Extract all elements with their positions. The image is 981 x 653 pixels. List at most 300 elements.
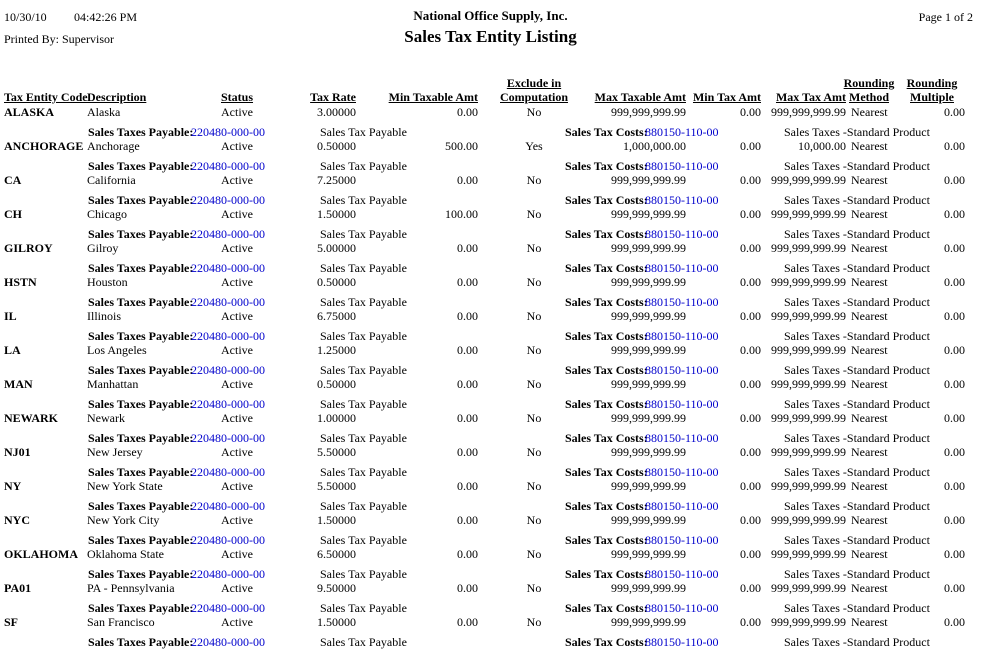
max-tax-amt: 999,999,999.99 xyxy=(771,309,846,323)
entity-main-line xyxy=(0,581,981,596)
sales-tax-costs-label: Sales Tax Costs: xyxy=(565,465,648,479)
sales-taxes-payable-label: Sales Taxes Payable: xyxy=(88,363,194,377)
rounding-multiple: 0.00 xyxy=(944,207,965,221)
entity-description: New York State xyxy=(87,479,163,493)
entity-accounts-line xyxy=(0,533,981,548)
entity-main-line xyxy=(0,343,981,358)
col-header-max-taxable-amt: Max Taxable Amt xyxy=(594,90,686,104)
max-tax-amt: 999,999,999.99 xyxy=(771,105,846,119)
sales-tax-costs-label: Sales Tax Costs: xyxy=(565,363,648,377)
entity-row-IL xyxy=(0,309,981,343)
entity-status: Active xyxy=(221,343,253,357)
entity-description: Houston xyxy=(87,275,128,289)
tax-rate: 1.00000 xyxy=(317,411,356,425)
min-taxable-amt: 0.00 xyxy=(457,445,478,459)
tax-rate: 0.50000 xyxy=(317,377,356,391)
entity-main-line xyxy=(0,513,981,528)
max-taxable-amt: 999,999,999.99 xyxy=(611,615,686,629)
sales-taxes-payable-label: Sales Taxes Payable: xyxy=(88,601,194,615)
rounding-multiple: 0.00 xyxy=(944,479,965,493)
sales-tax-costs-account-link[interactable]: 880150-110-00 xyxy=(645,261,719,275)
sales-tax-costs-label: Sales Tax Costs: xyxy=(565,125,648,139)
sales-taxes-payable-account-link[interactable]: 220480-000-00 xyxy=(191,261,265,275)
entity-main-line xyxy=(0,275,981,290)
sales-taxes-payable-description: Sales Tax Payable xyxy=(320,499,407,513)
entity-main-line xyxy=(0,445,981,460)
entity-description: California xyxy=(87,173,136,187)
company-name: National Office Supply, Inc. xyxy=(413,8,568,23)
col-header-min-tax-amt: Min Tax Amt xyxy=(692,90,761,104)
sales-tax-costs-label: Sales Tax Costs: xyxy=(565,329,648,343)
entity-row-NJ01 xyxy=(0,445,981,479)
tax-rate: 5.50000 xyxy=(317,479,356,493)
sales-taxes-payable-description: Sales Tax Payable xyxy=(320,601,407,615)
entity-main-line xyxy=(0,207,981,222)
tax-rate: 5.50000 xyxy=(317,445,356,459)
sales-taxes-payable-label: Sales Taxes Payable: xyxy=(88,125,194,139)
exclude-in-computation: No xyxy=(526,105,542,119)
min-taxable-amt: 0.00 xyxy=(457,479,478,493)
min-tax-amt: 0.00 xyxy=(740,479,761,493)
max-tax-amt: 10,000.00 xyxy=(798,139,846,153)
max-tax-amt: 999,999,999.99 xyxy=(771,513,846,527)
tax-entity-code: NJ01 xyxy=(4,445,31,459)
sales-tax-costs-account-link[interactable]: 880150-110-00 xyxy=(645,227,719,241)
col-header-tax-rate: Tax Rate xyxy=(310,90,356,104)
sales-tax-costs-label: Sales Tax Costs: xyxy=(565,227,648,241)
col-header-rounding-multiple-line1: Rounding xyxy=(906,76,958,90)
entity-main-line xyxy=(0,547,981,562)
entity-accounts-line xyxy=(0,465,981,480)
sales-tax-costs-label: Sales Tax Costs: xyxy=(565,567,648,581)
max-taxable-amt: 999,999,999.99 xyxy=(611,173,686,187)
min-tax-amt: 0.00 xyxy=(740,513,761,527)
sales-tax-costs-account-link[interactable]: 880150-110-00 xyxy=(645,125,719,139)
min-tax-amt: 0.00 xyxy=(740,445,761,459)
sales-taxes-payable-account-link[interactable]: 220480-000-00 xyxy=(191,295,265,309)
sales-tax-costs-label: Sales Tax Costs: xyxy=(565,533,648,547)
sales-taxes-payable-description: Sales Tax Payable xyxy=(320,193,407,207)
entity-description: New Jersey xyxy=(87,445,143,459)
max-taxable-amt: 999,999,999.99 xyxy=(611,513,686,527)
max-tax-amt: 999,999,999.99 xyxy=(771,275,846,289)
sales-taxes-payable-description: Sales Tax Payable xyxy=(320,397,407,411)
col-header-description: Description xyxy=(87,90,147,104)
entity-row-ANCHORAGE xyxy=(0,139,981,173)
sales-taxes-payable-description: Sales Tax Payable xyxy=(320,431,407,445)
sales-tax-costs-label: Sales Tax Costs: xyxy=(565,193,648,207)
entity-description: Anchorage xyxy=(87,139,140,153)
rounding-method: Nearest xyxy=(851,581,888,595)
rounding-multiple: 0.00 xyxy=(944,377,965,391)
tax-entity-code: PA01 xyxy=(4,581,32,595)
entity-accounts-line xyxy=(0,397,981,412)
entity-row-NYC xyxy=(0,513,981,547)
entity-description: San Francisco xyxy=(87,615,155,629)
sales-tax-costs-account-link[interactable]: 880150-110-00 xyxy=(645,499,719,513)
sales-tax-costs-description: Sales Taxes -Standard Product xyxy=(784,363,930,377)
tax-rate: 7.25000 xyxy=(317,173,356,187)
exclude-in-computation: No xyxy=(526,309,542,323)
entity-accounts-line xyxy=(0,295,981,310)
sales-tax-costs-account-link[interactable]: 880150-110-00 xyxy=(645,533,719,547)
tax-entity-code: IL xyxy=(4,309,17,323)
exclude-in-computation: No xyxy=(526,411,542,425)
entity-description: New York City xyxy=(87,513,160,527)
max-tax-amt: 999,999,999.99 xyxy=(771,615,846,629)
sales-tax-costs-label: Sales Tax Costs: xyxy=(565,261,648,275)
entity-accounts-line xyxy=(0,227,981,242)
max-tax-amt: 999,999,999.99 xyxy=(771,479,846,493)
sales-taxes-payable-account-link[interactable]: 220480-000-00 xyxy=(191,431,265,445)
sales-tax-costs-label: Sales Tax Costs: xyxy=(565,159,648,173)
tax-entity-code: HSTN xyxy=(4,275,37,289)
sales-taxes-payable-account-link[interactable]: 220480-000-00 xyxy=(191,397,265,411)
tax-rate: 0.50000 xyxy=(317,275,356,289)
sales-taxes-payable-description: Sales Tax Payable xyxy=(320,465,407,479)
sales-taxes-payable-label: Sales Taxes Payable: xyxy=(88,261,194,275)
sales-tax-costs-description: Sales Taxes -Standard Product xyxy=(784,193,930,207)
sales-taxes-payable-label: Sales Taxes Payable: xyxy=(88,465,194,479)
exclude-in-computation: No xyxy=(526,479,542,493)
sales-taxes-payable-label: Sales Taxes Payable: xyxy=(88,193,194,207)
rounding-multiple: 0.00 xyxy=(944,581,965,595)
sales-tax-costs-account-link[interactable]: 880150-110-00 xyxy=(645,363,719,377)
rounding-multiple: 0.00 xyxy=(944,445,965,459)
entity-description: Gilroy xyxy=(87,241,119,255)
entity-status: Active xyxy=(221,445,253,459)
min-tax-amt: 0.00 xyxy=(740,207,761,221)
report-body xyxy=(0,105,981,653)
entity-description: Illinois xyxy=(87,309,122,323)
entity-description: Alaska xyxy=(87,105,121,119)
entity-row-NY xyxy=(0,479,981,513)
max-taxable-amt: 999,999,999.99 xyxy=(611,309,686,323)
col-header-exclude-line2: Computation xyxy=(500,90,569,104)
sales-taxes-payable-account-link[interactable]: 220480-000-00 xyxy=(191,125,265,139)
sales-taxes-payable-label: Sales Taxes Payable: xyxy=(88,295,194,309)
sales-tax-costs-account-link[interactable]: 880150-110-00 xyxy=(645,465,719,479)
entity-row-PA01 xyxy=(0,581,981,615)
sales-tax-costs-account-link[interactable]: 880150-110-00 xyxy=(645,567,719,581)
min-taxable-amt: 0.00 xyxy=(457,615,478,629)
sales-taxes-payable-account-link[interactable]: 220480-000-00 xyxy=(191,329,265,343)
sales-taxes-payable-account-link[interactable]: 220480-000-00 xyxy=(191,193,265,207)
col-header-status: Status xyxy=(221,90,254,104)
entity-status: Active xyxy=(221,105,253,119)
min-taxable-amt: 0.00 xyxy=(457,275,478,289)
tax-rate: 6.50000 xyxy=(317,547,356,561)
sales-taxes-payable-label: Sales Taxes Payable: xyxy=(88,533,194,547)
min-tax-amt: 0.00 xyxy=(740,343,761,357)
max-taxable-amt: 999,999,999.99 xyxy=(611,275,686,289)
min-taxable-amt: 0.00 xyxy=(457,411,478,425)
sales-taxes-payable-description: Sales Tax Payable xyxy=(320,125,407,139)
sales-tax-costs-label: Sales Tax Costs: xyxy=(565,295,648,309)
rounding-method: Nearest xyxy=(851,445,888,459)
max-taxable-amt: 999,999,999.99 xyxy=(611,547,686,561)
col-header-rounding-multiple-line2: Multiple xyxy=(910,90,954,104)
col-header-tax-entity-code: Tax Entity Code xyxy=(4,90,88,104)
tax-rate: 1.50000 xyxy=(317,207,356,221)
sales-taxes-payable-label: Sales Taxes Payable: xyxy=(88,159,194,173)
rounding-method: Nearest xyxy=(851,411,888,425)
sales-tax-costs-description: Sales Taxes -Standard Product xyxy=(784,125,930,139)
col-header-rounding-method-line2: Method xyxy=(849,90,889,104)
entity-main-line xyxy=(0,105,981,120)
sales-taxes-payable-account-link[interactable]: 220480-000-00 xyxy=(191,567,265,581)
rounding-multiple: 0.00 xyxy=(944,105,965,119)
min-tax-amt: 0.00 xyxy=(740,615,761,629)
sales-tax-costs-label: Sales Tax Costs: xyxy=(565,601,648,615)
max-taxable-amt: 999,999,999.99 xyxy=(611,207,686,221)
rounding-multiple: 0.00 xyxy=(944,513,965,527)
rounding-multiple: 0.00 xyxy=(944,173,965,187)
exclude-in-computation: No xyxy=(526,547,542,561)
sales-tax-costs-description: Sales Taxes -Standard Product xyxy=(784,397,930,411)
entity-status: Active xyxy=(221,547,253,561)
max-tax-amt: 999,999,999.99 xyxy=(771,547,846,561)
min-taxable-amt: 100.00 xyxy=(445,207,478,221)
max-tax-amt: 999,999,999.99 xyxy=(771,411,846,425)
min-taxable-amt: 500.00 xyxy=(445,139,478,153)
min-taxable-amt: 0.00 xyxy=(457,241,478,255)
rounding-method: Nearest xyxy=(851,139,888,153)
column-header-line-2 xyxy=(0,90,981,105)
entity-status: Active xyxy=(221,139,253,153)
entity-status: Active xyxy=(221,309,253,323)
min-taxable-amt: 0.00 xyxy=(457,173,478,187)
entity-main-line xyxy=(0,241,981,256)
sales-tax-costs-description: Sales Taxes -Standard Product xyxy=(784,227,930,241)
sales-taxes-payable-description: Sales Tax Payable xyxy=(320,295,407,309)
entity-accounts-line xyxy=(0,601,981,616)
exclude-in-computation: No xyxy=(526,343,542,357)
min-tax-amt: 0.00 xyxy=(740,275,761,289)
max-taxable-amt: 999,999,999.99 xyxy=(611,241,686,255)
sales-taxes-payable-description: Sales Tax Payable xyxy=(320,567,407,581)
col-header-exclude-line1: Exclude in xyxy=(506,76,562,90)
tax-entity-code: CA xyxy=(4,173,22,187)
entity-status: Active xyxy=(221,513,253,527)
entity-description: PA - Pennsylvania xyxy=(87,581,175,595)
sales-taxes-payable-description: Sales Tax Payable xyxy=(320,635,407,649)
tax-rate: 1.50000 xyxy=(317,513,356,527)
entity-description: Oklahoma State xyxy=(87,547,164,561)
sales-taxes-payable-account-link[interactable]: 220480-000-00 xyxy=(191,533,265,547)
entity-row-GILROY xyxy=(0,241,981,275)
min-tax-amt: 0.00 xyxy=(740,309,761,323)
entity-status: Active xyxy=(221,581,253,595)
sales-tax-costs-description: Sales Taxes -Standard Product xyxy=(784,499,930,513)
entity-main-line xyxy=(0,173,981,188)
sales-tax-costs-account-link[interactable]: 880150-110-00 xyxy=(645,159,719,173)
sales-taxes-payable-description: Sales Tax Payable xyxy=(320,329,407,343)
entity-row-NEWARK xyxy=(0,411,981,445)
max-tax-amt: 999,999,999.99 xyxy=(771,241,846,255)
entity-status: Active xyxy=(221,479,253,493)
exclude-in-computation: No xyxy=(526,207,542,221)
entity-main-line xyxy=(0,139,981,154)
min-taxable-amt: 0.00 xyxy=(457,513,478,527)
sales-taxes-payable-account-link[interactable]: 220480-000-00 xyxy=(191,227,265,241)
sales-tax-costs-account-link[interactable]: 880150-110-00 xyxy=(645,397,719,411)
entity-row-OKLAHOMA xyxy=(0,547,981,581)
rounding-multiple: 0.00 xyxy=(944,309,965,323)
sales-taxes-payable-account-link[interactable]: 220480-000-00 xyxy=(191,465,265,479)
sales-tax-costs-account-link[interactable]: 880150-110-00 xyxy=(645,635,719,649)
sales-taxes-payable-description: Sales Tax Payable xyxy=(320,261,407,275)
rounding-method: Nearest xyxy=(851,241,888,255)
sales-tax-costs-account-link[interactable]: 880150-110-00 xyxy=(645,431,719,445)
sales-tax-costs-account-link[interactable]: 880150-110-00 xyxy=(645,193,719,207)
entity-status: Active xyxy=(221,411,253,425)
rounding-multiple: 0.00 xyxy=(944,547,965,561)
min-taxable-amt: 0.00 xyxy=(457,309,478,323)
rounding-method: Nearest xyxy=(851,105,888,119)
exclude-in-computation: Yes xyxy=(525,139,543,153)
entity-main-line xyxy=(0,615,981,630)
rounding-method: Nearest xyxy=(851,377,888,391)
rounding-method: Nearest xyxy=(851,309,888,323)
sales-taxes-payable-label: Sales Taxes Payable: xyxy=(88,397,194,411)
col-header-rounding-method-line1: Rounding xyxy=(843,76,895,90)
sales-taxes-payable-account-link[interactable]: 220480-000-00 xyxy=(191,363,265,377)
entity-accounts-line xyxy=(0,363,981,378)
col-header-max-tax-amt: Max Tax Amt xyxy=(775,90,846,104)
exclude-in-computation: No xyxy=(526,513,542,527)
rounding-method: Nearest xyxy=(851,173,888,187)
entity-row-SF xyxy=(0,615,981,649)
min-taxable-amt: 0.00 xyxy=(457,343,478,357)
entity-description: Manhattan xyxy=(87,377,139,391)
tax-entity-code: ANCHORAGE xyxy=(4,139,84,153)
rounding-method: Nearest xyxy=(851,275,888,289)
entity-description: Los Angeles xyxy=(87,343,147,357)
sales-taxes-payable-description: Sales Tax Payable xyxy=(320,533,407,547)
max-taxable-amt: 999,999,999.99 xyxy=(611,479,686,493)
exclude-in-computation: No xyxy=(526,377,542,391)
rounding-multiple: 0.00 xyxy=(944,241,965,255)
tax-entity-code: OKLAHOMA xyxy=(4,547,78,561)
sales-tax-costs-description: Sales Taxes -Standard Product xyxy=(784,159,930,173)
entity-accounts-line xyxy=(0,567,981,582)
rounding-method: Nearest xyxy=(851,615,888,629)
sales-taxes-payable-label: Sales Taxes Payable: xyxy=(88,431,194,445)
min-tax-amt: 0.00 xyxy=(740,377,761,391)
rounding-method: Nearest xyxy=(851,207,888,221)
entity-accounts-line xyxy=(0,635,981,650)
entity-row-CH xyxy=(0,207,981,241)
exclude-in-computation: No xyxy=(526,581,542,595)
sales-tax-costs-account-link[interactable]: 880150-110-00 xyxy=(645,329,719,343)
min-tax-amt: 0.00 xyxy=(740,139,761,153)
max-taxable-amt: 999,999,999.99 xyxy=(611,105,686,119)
sales-taxes-payable-description: Sales Tax Payable xyxy=(320,363,407,377)
min-tax-amt: 0.00 xyxy=(740,547,761,561)
entity-status: Active xyxy=(221,377,253,391)
entity-status: Active xyxy=(221,241,253,255)
max-taxable-amt: 999,999,999.99 xyxy=(611,377,686,391)
tax-entity-code: ALASKA xyxy=(4,105,55,119)
tax-rate: 1.50000 xyxy=(317,615,356,629)
sales-tax-costs-description: Sales Taxes -Standard Product xyxy=(784,635,930,649)
report-date: 10/30/10 xyxy=(4,10,47,24)
max-tax-amt: 999,999,999.99 xyxy=(771,445,846,459)
sales-taxes-payable-label: Sales Taxes Payable: xyxy=(88,635,194,649)
rounding-method: Nearest xyxy=(851,513,888,527)
rounding-method: Nearest xyxy=(851,479,888,493)
rounding-method: Nearest xyxy=(851,343,888,357)
tax-rate: 0.50000 xyxy=(317,139,356,153)
tax-rate: 3.00000 xyxy=(317,105,356,119)
max-taxable-amt: 1,000,000.00 xyxy=(623,139,686,153)
max-tax-amt: 999,999,999.99 xyxy=(771,173,846,187)
max-taxable-amt: 999,999,999.99 xyxy=(611,581,686,595)
max-tax-amt: 999,999,999.99 xyxy=(771,343,846,357)
sales-taxes-payable-account-link[interactable]: 220480-000-00 xyxy=(191,499,265,513)
rounding-multiple: 0.00 xyxy=(944,275,965,289)
entity-accounts-line xyxy=(0,159,981,174)
sales-taxes-payable-account-link[interactable]: 220480-000-00 xyxy=(191,601,265,615)
min-tax-amt: 0.00 xyxy=(740,581,761,595)
entity-accounts-line xyxy=(0,193,981,208)
min-tax-amt: 0.00 xyxy=(740,173,761,187)
sales-taxes-payable-account-link[interactable]: 220480-000-00 xyxy=(191,635,265,649)
sales-taxes-payable-description: Sales Tax Payable xyxy=(320,159,407,173)
min-taxable-amt: 0.00 xyxy=(457,581,478,595)
sales-taxes-payable-label: Sales Taxes Payable: xyxy=(88,329,194,343)
sales-tax-costs-label: Sales Tax Costs: xyxy=(565,431,648,445)
min-tax-amt: 0.00 xyxy=(740,411,761,425)
entity-main-line xyxy=(0,411,981,426)
report-title: Sales Tax Entity Listing xyxy=(404,27,577,46)
tax-rate: 5.00000 xyxy=(317,241,356,255)
tax-entity-code: GILROY xyxy=(4,241,53,255)
sales-tax-costs-account-link[interactable]: 880150-110-00 xyxy=(645,601,719,615)
rounding-multiple: 0.00 xyxy=(944,615,965,629)
rounding-multiple: 0.00 xyxy=(944,411,965,425)
exclude-in-computation: No xyxy=(526,173,542,187)
min-taxable-amt: 0.00 xyxy=(457,377,478,391)
entity-row-CA xyxy=(0,173,981,207)
entity-description: Newark xyxy=(87,411,125,425)
sales-taxes-payable-account-link[interactable]: 220480-000-00 xyxy=(191,159,265,173)
min-tax-amt: 0.00 xyxy=(740,105,761,119)
max-taxable-amt: 999,999,999.99 xyxy=(611,411,686,425)
page-number: Page 1 of 2 xyxy=(918,10,973,24)
tax-entity-code: NY xyxy=(4,479,22,493)
sales-tax-costs-description: Sales Taxes -Standard Product xyxy=(784,261,930,275)
exclude-in-computation: No xyxy=(526,445,542,459)
sales-tax-costs-description: Sales Taxes -Standard Product xyxy=(784,295,930,309)
entity-status: Active xyxy=(221,275,253,289)
sales-taxes-payable-label: Sales Taxes Payable: xyxy=(88,227,194,241)
sales-tax-costs-label: Sales Tax Costs: xyxy=(565,635,648,649)
sales-taxes-payable-label: Sales Taxes Payable: xyxy=(88,567,194,581)
entity-status: Active xyxy=(221,173,253,187)
entity-accounts-line xyxy=(0,329,981,344)
entity-row-ALASKA xyxy=(0,105,981,139)
entity-main-line xyxy=(0,479,981,494)
entity-accounts-line xyxy=(0,261,981,276)
sales-tax-costs-account-link[interactable]: 880150-110-00 xyxy=(645,295,719,309)
entity-accounts-line xyxy=(0,431,981,446)
entity-row-HSTN xyxy=(0,275,981,309)
tax-rate: 6.75000 xyxy=(317,309,356,323)
entity-main-line xyxy=(0,309,981,324)
sales-taxes-payable-label: Sales Taxes Payable: xyxy=(88,499,194,513)
